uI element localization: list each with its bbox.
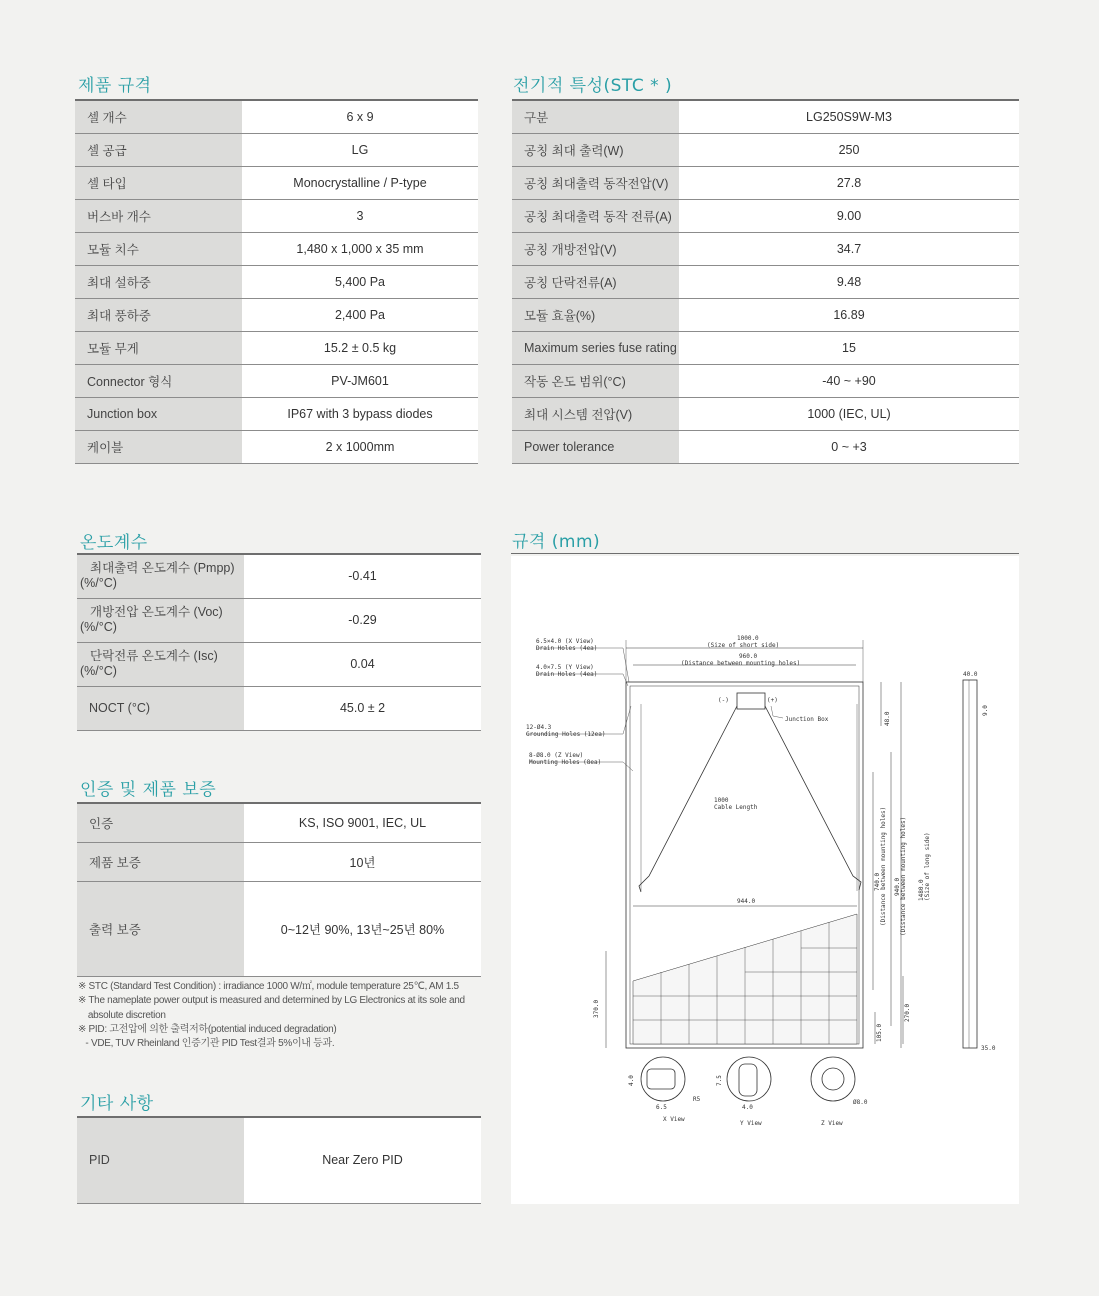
row-value: 9.48 [679,265,1019,298]
label-944: 944.0 [737,898,756,905]
row-value: 15.2 ± 0.5 kg [242,331,478,364]
label-side-9: 9.0 [982,705,989,716]
footnote: absolute discretion [78,1009,166,1021]
coef-unit: (%/°C) [80,576,117,591]
table-row [512,199,1019,232]
row-value: 250 [679,133,1019,166]
row-label: Power tolerance [512,430,679,463]
row-value: 15 [679,331,1019,364]
x-view-detail [641,1057,685,1101]
row-value: 0 ~ +3 [679,430,1019,463]
row-value: 9.00 [679,199,1019,232]
footnote: ※ PID: 고전압에 의한 출력저하(potential induced degradation) [78,1023,337,1035]
coef-name: 단락전류 온도계수 (Isc) [90,649,218,663]
label-x-r: R5 [693,1096,701,1103]
table-row [77,598,481,642]
row-label: NOCT (°C) [77,686,244,730]
label-w1000-sub: (Size of short side) [707,642,780,649]
row-value: 10년 [244,842,481,881]
warranty-title: 인증 및 제품 보증 [80,780,217,800]
table-row [512,331,1019,364]
table-row [512,100,1019,133]
label-mount: 8-Ø8.0 (Z View) [529,752,584,759]
label-z-8: Ø8.0 [853,1099,868,1106]
row-value: 0~12년 90%, 13년~25년 80% [244,881,481,976]
label-105: 105.0 [876,1023,883,1042]
row-label: 셀 공급 [75,133,242,166]
label-drain-y-sub: Drain Holes (4ea) [536,671,598,678]
row-value: 3 [242,199,478,232]
label-940-sub: (Distance between mounting holes) [900,816,907,936]
label-1480-sub: (Size of long side) [924,832,931,901]
label-x-65: 6.5 [656,1104,667,1111]
row-value: Monocrystalline / P-type [242,166,478,199]
row-label: 출력 보증 [77,881,244,976]
row-label: 모듈 효율(%) [512,298,679,331]
temperature-table [77,553,481,731]
footnotes [78,980,488,1051]
side-profile [963,680,977,1048]
dimensions-rule [511,553,1019,554]
label-35: 35.0 [981,1045,996,1052]
row-value: 27.8 [679,166,1019,199]
row-value: 45.0 ± 2 [244,686,481,730]
y-view-hole [739,1064,757,1096]
row-label: 모듈 무게 [75,331,242,364]
row-value: 34.7 [679,232,1019,265]
row-value: 2,400 Pa [242,298,478,331]
row-label [77,598,244,642]
row-label: 버스바 개수 [75,199,242,232]
table-row [75,199,478,232]
label-w960: 960.0 [739,653,758,660]
row-value: PV-JM601 [242,364,478,397]
row-label: 공칭 최대출력 동작전압(V) [512,166,679,199]
junction-box [737,693,765,709]
row-label: Connector 형식 [75,364,242,397]
row-label: 공칭 최대출력 동작 전류(A) [512,199,679,232]
table-row [75,100,478,133]
label-mount-sub: Mounting Holes (8ea) [529,759,602,766]
row-label: 셀 타입 [75,166,242,199]
cable-right [765,706,861,890]
label-minus: (-) [718,697,729,704]
row-label: 공칭 최대 출력(W) [512,133,679,166]
label-ground: 12-Ø4.3 [526,724,552,731]
label-370: 370.0 [593,999,600,1018]
row-label: 셀 개수 [75,100,242,133]
label-y-view: Y View [740,1120,762,1127]
row-value: -0.29 [244,598,481,642]
row-value: Near Zero PID [244,1117,481,1203]
table-row [75,331,478,364]
dimensions-title: 규격 (mm) [512,532,601,552]
row-label: PID [77,1117,244,1203]
coef-unit: (%/°C) [80,620,117,634]
product-spec-title: 제품 규격 [78,76,152,96]
row-value: 2 x 1000mm [242,430,478,463]
table-row [75,265,478,298]
coef-name: 개방전압 온도계수 (Voc) [90,605,223,619]
row-label: 모듈 치수 [75,232,242,265]
row-label: 최대 설하중 [75,265,242,298]
row-value: 6 x 9 [242,100,478,133]
footnote: ※ STC (Standard Test Condition) : irradiance 1000 W/㎡, module temperature 25℃, AM 1.5 [78,981,459,992]
row-label: 공칭 단락전류(A) [512,265,679,298]
label-side-40: 40.0 [963,671,978,678]
row-value: KS, ISO 9001, IEC, UL [244,803,481,842]
table-row [75,430,478,463]
table-row [77,881,481,976]
table-row [512,133,1019,166]
label-plus: (+) [767,697,778,704]
table-row [512,430,1019,463]
label-z-view: Z View [821,1120,843,1127]
label-1480: 1480.0 [918,879,925,901]
table-row [75,364,478,397]
coef-unit: (%/°C) [80,664,117,678]
row-label: 구분 [512,100,679,133]
table-row [77,642,481,686]
label-940: 940.0 [894,877,901,896]
table-row [75,298,478,331]
table-row [77,1117,481,1203]
row-value: -0.41 [244,554,481,598]
label-cable-sub: Cable Length [714,804,758,811]
label-drain-y: 4.0×7.5 (Y View) [536,664,594,671]
label-x-view: X View [663,1116,685,1123]
z-view-detail [811,1057,855,1101]
table-row [512,397,1019,430]
electrical-table [512,99,1019,464]
label-drain-x: 6.5×4.0 (X View) [536,638,594,645]
coef-name: 최대출력 온도계수 (Pmpp) [90,561,235,576]
row-value: LG [242,133,478,166]
row-label: 최대 시스템 전압(V) [512,397,679,430]
label-ground-sub: Grounding Holes (12ea) [526,731,606,738]
label-drain-x-sub: Drain Holes (4ea) [536,645,598,652]
z-view-hole [822,1068,844,1090]
row-label: Maximum series fuse rating [512,331,679,364]
label-w960-sub: (Distance between mounting holes) [681,660,801,667]
row-value: 1000 (IEC, UL) [679,397,1019,430]
label-w1000: 1000.0 [737,635,759,642]
table-row [77,554,481,598]
table-row [77,686,481,730]
dimension-drawing [511,556,1019,1204]
module-drawing-svg [511,556,1019,1204]
table-row [75,166,478,199]
row-value: -40 ~ +90 [679,364,1019,397]
label-740: 740.0 [874,872,881,891]
label-270: 270.0 [904,1003,911,1022]
row-value: 0.04 [244,642,481,686]
label-y-40: 4.0 [742,1104,753,1111]
electrical-title: 전기적 특성(STC * ) [513,76,673,96]
misc-title: 기타 사항 [80,1094,154,1114]
table-row [512,166,1019,199]
table-row [512,364,1019,397]
table-row [77,842,481,881]
label-740-sub: (Distance between mounting holes) [880,806,887,926]
label-y-75: 7.5 [716,1075,723,1086]
row-label [77,642,244,686]
table-row [512,265,1019,298]
row-value: 16.89 [679,298,1019,331]
footnote: ※ The nameplate power output is measured and determined by LG Electronics at its sole and [78,995,465,1007]
footnote: - VDE, TUV Rheinland 인증기관 PID Test결과 5%이내 등과. [78,1038,335,1050]
table-row [77,803,481,842]
table-row [75,397,478,430]
row-value: 1,480 x 1,000 x 35 mm [242,232,478,265]
row-label: 제품 보증 [77,842,244,881]
row-label: 인증 [77,803,244,842]
row-label [77,554,244,598]
table-row [512,232,1019,265]
product-spec-table [75,99,478,464]
table-row [75,133,478,166]
table-row [75,232,478,265]
warranty-table [77,802,481,977]
table-row [512,298,1019,331]
row-value: IP67 with 3 bypass diodes [242,397,478,430]
leader-junction [771,706,783,718]
row-label: 작동 온도 범위(°C) [512,364,679,397]
x-view-hole [647,1069,675,1089]
label-junction: Junction Box [785,716,829,723]
row-value: 5,400 Pa [242,265,478,298]
label-48: 48.0 [884,711,891,726]
row-label: 케이블 [75,430,242,463]
row-label: Junction box [75,397,242,430]
temperature-title: 온도계수 [80,533,148,553]
y-view-detail [727,1057,771,1101]
label-x-40: 4.0 [628,1075,635,1086]
row-label: 최대 풍하중 [75,298,242,331]
row-label: 공칭 개방전압(V) [512,232,679,265]
row-value: LG250S9W-M3 [679,100,1019,133]
label-cable: 1000 [714,797,729,804]
misc-table [77,1116,481,1204]
